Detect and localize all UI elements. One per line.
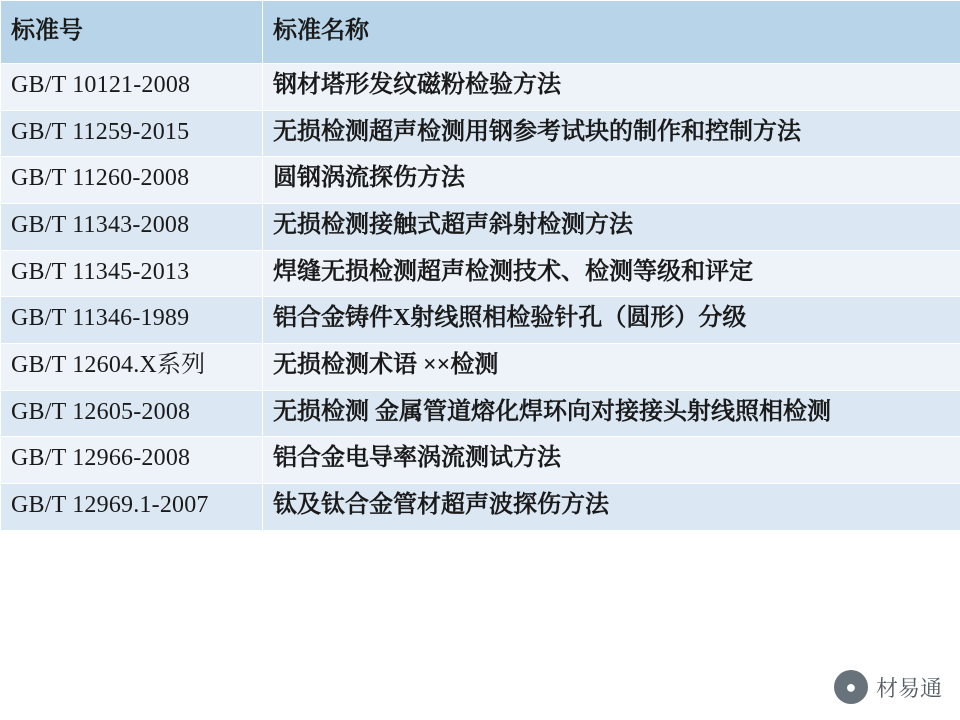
cell-standard-name: 铝合金铸件X射线照相检验针孔（圆形）分级 [263,297,960,344]
table-header-row [1,1,960,64]
table-row [1,297,960,344]
cell-standard-name: 无损检测术语 ××检测 [263,344,960,391]
table-row [1,157,960,204]
cell-standard-code: GB/T 11346-1989 [1,297,263,344]
table-header [1,1,960,64]
watermark [834,670,942,704]
table-row [1,390,960,437]
cell-standard-name: 圆钢涡流探伤方法 [263,157,960,204]
cell-standard-code: GB/T 11259-2015 [1,110,263,157]
table-row [1,437,960,484]
cell-standard-code: GB/T 10121-2008 [1,64,263,111]
cell-standard-code: GB/T 11260-2008 [1,157,263,204]
table-row [1,250,960,297]
table-row [1,344,960,391]
cell-standard-name: 无损检测接触式超声斜射检测方法 [263,204,960,251]
cell-standard-name: 铝合金电导率涡流测试方法 [263,437,960,484]
table-row [1,64,960,111]
cell-standard-code: GB/T 12966-2008 [1,437,263,484]
cell-standard-code: GB/T 12604.X系列 [1,344,263,391]
cell-standard-code: GB/T 12969.1-2007 [1,484,263,531]
table-row [1,204,960,251]
cell-standard-name: 钢材塔形发纹磁粉检验方法 [263,64,960,111]
column-header-code: 标准号 [1,1,263,64]
cell-standard-code: GB/T 12605-2008 [1,390,263,437]
cell-standard-name: 钛及钛合金管材超声波探伤方法 [263,484,960,531]
cell-standard-name: 无损检测超声检测用钢参考试块的制作和控制方法 [263,110,960,157]
cell-standard-name: 焊缝无损检测超声检测技术、检测等级和评定 [263,250,960,297]
wechat-icon: ● [834,670,868,704]
table-row [1,110,960,157]
watermark-label: 材易通 [875,675,942,701]
table-row [1,484,960,531]
column-header-name: 标准名称 [263,1,960,64]
table-body [1,64,960,531]
cell-standard-name: 无损检测 金属管道熔化焊环向对接接头射线照相检测 [263,390,960,437]
cell-standard-code: GB/T 11343-2008 [1,204,263,251]
cell-standard-code: GB/T 11345-2013 [1,250,263,297]
